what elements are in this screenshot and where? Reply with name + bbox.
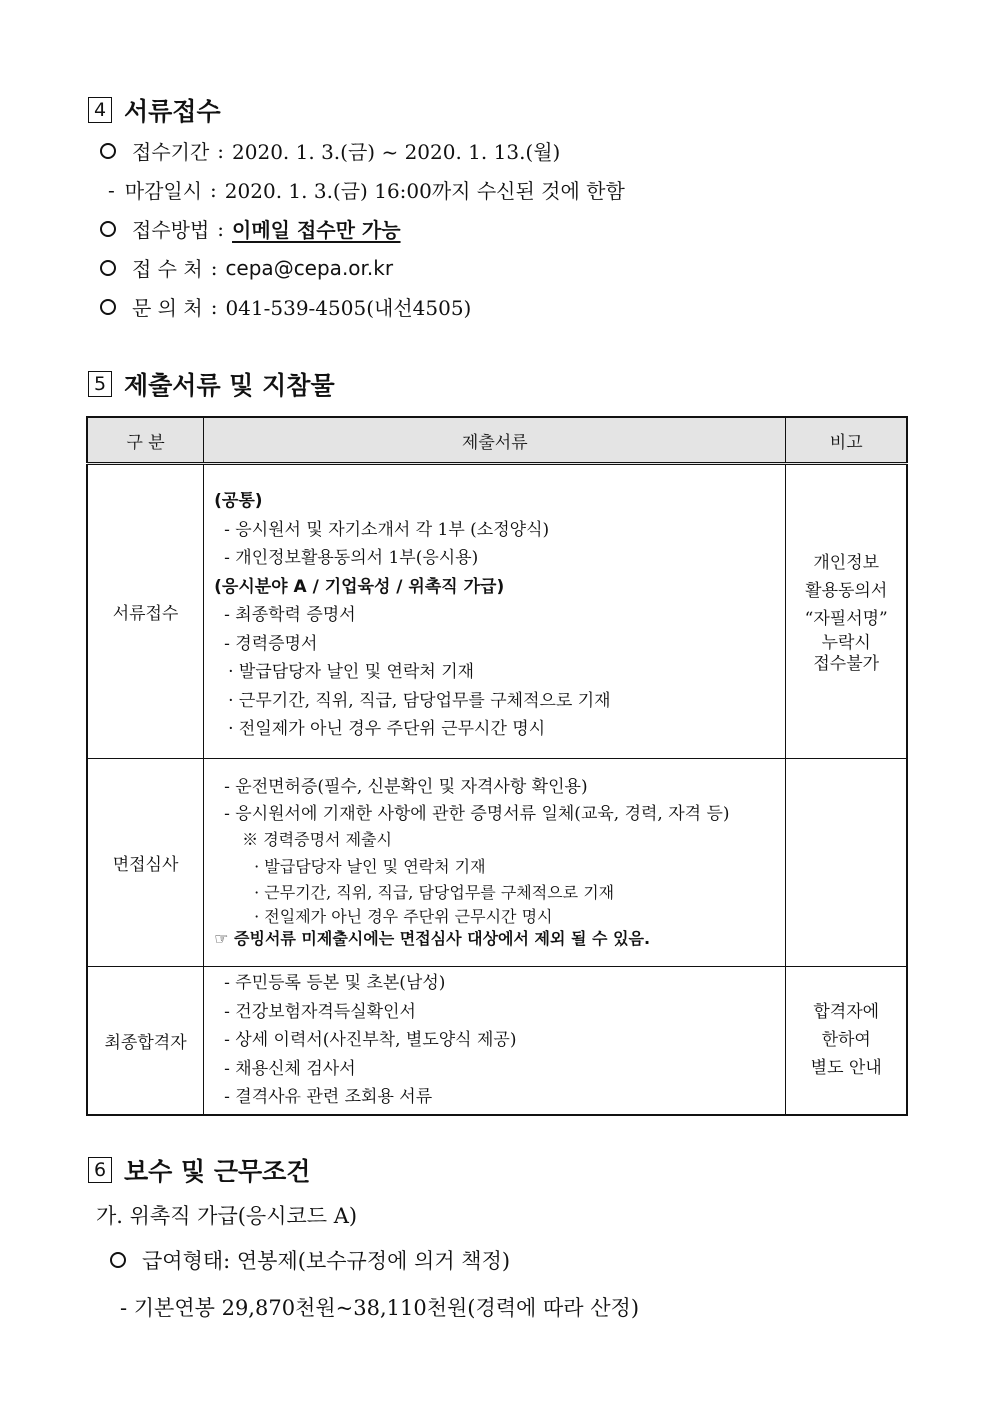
inquiry-phone: 041-539-4505(내선4505) bbox=[225, 296, 472, 320]
remark-line: 합격자에 bbox=[813, 1002, 880, 1023]
section5-number: 5 bbox=[88, 371, 112, 397]
section5-title: 제출서류 및 지참물 bbox=[124, 371, 335, 400]
circle-bullet-icon bbox=[100, 143, 116, 159]
remark-line: 활용동의서 bbox=[805, 580, 888, 601]
pay-type-text: 급여형태: 연봉제(보수규정에 의거 책정) bbox=[142, 1249, 511, 1273]
section4-title: 서류접수 bbox=[124, 97, 221, 126]
colon: : bbox=[210, 177, 217, 202]
list-item: · 전일제가 아닌 경우 주단위 근무시간 명시 bbox=[254, 906, 553, 926]
remarks-cell bbox=[786, 464, 907, 759]
table-row bbox=[87, 464, 907, 759]
list-item: - 주민등록 등본 및 초본(남성) bbox=[224, 973, 446, 993]
remarks-cell bbox=[786, 759, 907, 967]
receipt-method-value: 이메일 접수만 가능 bbox=[232, 218, 401, 242]
remark-line: 누락시 bbox=[821, 632, 871, 653]
colon: : bbox=[217, 216, 225, 241]
warning-note: ☞ 증빙서류 미제출시에는 면접심사 대상에서 제외 될 수 있음. bbox=[214, 928, 651, 948]
list-item: · 근무기간, 직위, 직급, 담당업무를 구체적으로 기재 bbox=[228, 690, 611, 711]
remark-line: 별도 안내 bbox=[810, 1058, 882, 1079]
circle-bullet-icon bbox=[100, 260, 116, 276]
receipt-period-label: 접수기간 bbox=[132, 140, 210, 164]
list-item: - 개인정보활용동의서 1부(응시용) bbox=[224, 548, 479, 569]
colon: : bbox=[210, 294, 218, 319]
circle-bullet-icon bbox=[110, 1252, 126, 1268]
table-row bbox=[87, 759, 907, 967]
dash-bullet: - bbox=[108, 177, 115, 202]
list-item: (공통) bbox=[214, 491, 263, 512]
table-header-row bbox=[87, 417, 907, 464]
remark-line: 개인정보 bbox=[813, 552, 880, 573]
section6-title: 보수 및 근무조건 bbox=[124, 1157, 311, 1186]
documents-cell bbox=[204, 759, 786, 967]
receipt-email: cepa@cepa.or.kr bbox=[225, 255, 394, 280]
list-item: · 발급담당자 날인 및 연락처 기재 bbox=[228, 662, 475, 683]
table-row bbox=[87, 967, 907, 1115]
section4-number: 4 bbox=[88, 97, 112, 123]
list-item: · 전일제가 아닌 경우 주단위 근무시간 명시 bbox=[228, 719, 546, 740]
documents-cell bbox=[204, 464, 786, 759]
list-item: - 건강보험자격득실확인서 bbox=[224, 1001, 416, 1022]
circle-bullet-icon bbox=[100, 221, 116, 237]
receipt-method-row bbox=[100, 214, 401, 243]
colon: : bbox=[210, 255, 218, 280]
remark-line: “자필서명” bbox=[804, 608, 888, 629]
header-remarks: 비고 bbox=[786, 417, 907, 464]
list-item: - 응시원서에 기재한 사항에 관한 증명서류 일체(교육, 경력, 자격 등) bbox=[224, 803, 730, 824]
receipt-place-row bbox=[100, 253, 393, 282]
list-item: - 상세 이력서(사진부착, 별도양식 제공) bbox=[224, 1030, 517, 1050]
list-item: (응시분야 A / 기업육성 / 위촉직 가급) bbox=[214, 576, 505, 597]
inquiry-label: 문 의 처 bbox=[132, 296, 203, 320]
inquiry-row bbox=[100, 292, 471, 321]
header-category: 구 분 bbox=[87, 417, 204, 464]
section6-number: 6 bbox=[88, 1157, 112, 1183]
receipt-period-value: 2020. 1. 3.(금) ~ 2020. 1. 13.(월) bbox=[232, 140, 561, 164]
list-item: ※ 경력증명서 제출시 bbox=[242, 830, 392, 850]
remark-line: 한하여 bbox=[821, 1030, 871, 1051]
deadline-row bbox=[108, 175, 625, 204]
list-item: - 응시원서 및 자기소개서 각 1부 (소정양식) bbox=[224, 519, 550, 540]
list-item: - 최종학력 증명서 bbox=[224, 605, 356, 626]
subsection-title: 가. 위촉직 가급(응시코드 A) bbox=[96, 1204, 358, 1228]
remarks-cell bbox=[786, 967, 907, 1115]
list-item: - 운전면허증(필수, 신분확인 및 자격사항 확인용) bbox=[224, 777, 588, 798]
section6-heading bbox=[88, 1152, 310, 1188]
category-cell: 서류접수 bbox=[87, 464, 204, 759]
documents-table bbox=[86, 416, 908, 1116]
header-documents: 제출서류 bbox=[204, 417, 786, 464]
section4-heading bbox=[88, 92, 221, 128]
receipt-place-label: 접 수 처 bbox=[132, 257, 203, 281]
base-salary-row: - 기본연봉 29,870천원~38,110천원(경력에 따라 산정) bbox=[120, 1296, 640, 1320]
receipt-period-row bbox=[100, 136, 560, 165]
category-cell: 면접심사 bbox=[87, 759, 204, 967]
list-item: - 채용신체 검사서 bbox=[224, 1058, 356, 1079]
category-cell: 최종합격자 bbox=[87, 967, 204, 1115]
documents-cell bbox=[204, 967, 786, 1115]
pay-type-row bbox=[110, 1245, 510, 1275]
deadline-value: 2020. 1. 3.(금) 16:00까지 수신된 것에 한함 bbox=[224, 179, 625, 203]
deadline-label: 마감일시 bbox=[124, 179, 203, 203]
list-item: · 근무기간, 직위, 직급, 담당업무를 구체적으로 기재 bbox=[254, 883, 615, 903]
remark-line: 접수불가 bbox=[813, 653, 880, 674]
list-item: · 발급담당자 날인 및 연락처 기재 bbox=[254, 856, 486, 876]
circle-bullet-icon bbox=[100, 299, 116, 315]
colon: : bbox=[217, 138, 225, 163]
list-item: - 경력증명서 bbox=[224, 633, 318, 654]
list-item: - 결격사유 관련 조회용 서류 bbox=[224, 1087, 433, 1107]
section5-heading bbox=[88, 366, 335, 402]
receipt-method-label: 접수방법 bbox=[132, 218, 210, 242]
